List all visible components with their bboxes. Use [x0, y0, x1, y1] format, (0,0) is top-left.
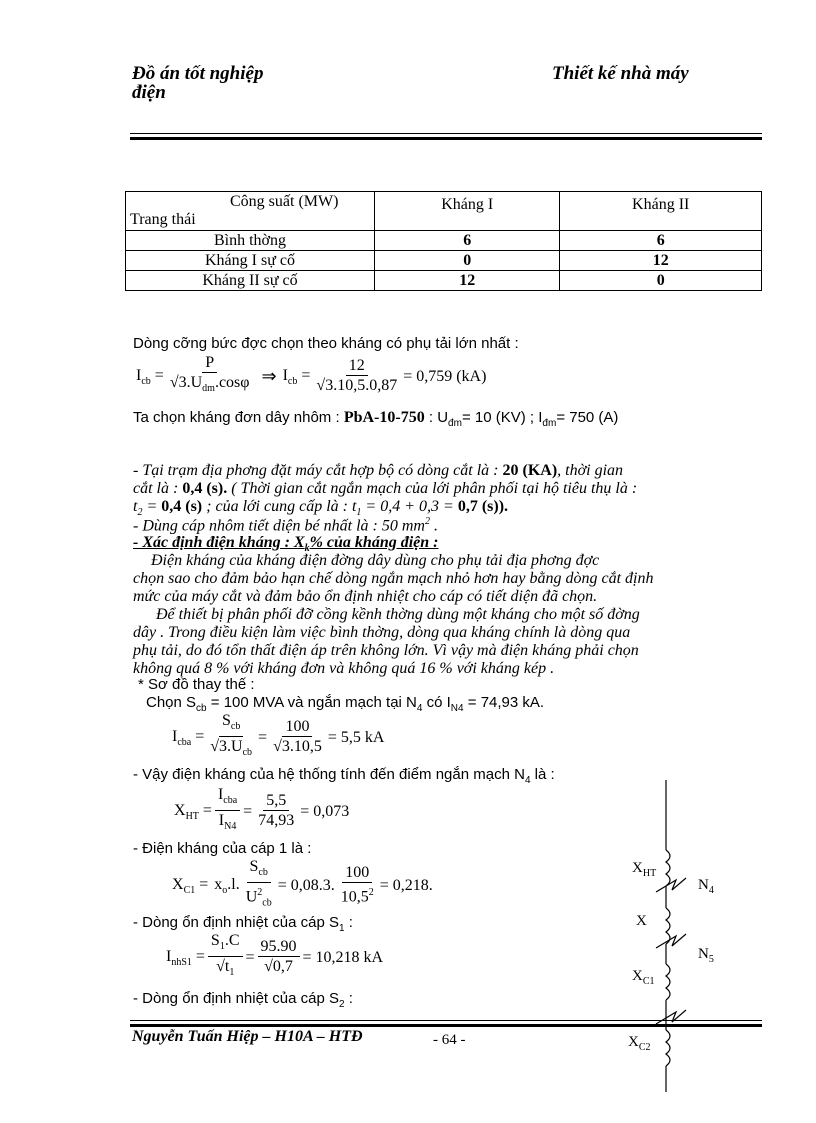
- corner-top-text: Công suất (MW): [230, 193, 339, 210]
- ht-line: - Vậy điện kháng của hệ thống tính đến điểm ngắn mạch $N_4$ là :: [133, 766, 555, 786]
- formula-xht: $X_{HT}$ = $\frac{I_{cba}}{I_{N4}}$ = $\frac{5,5}{74,93}$ = 0,073: [174, 786, 350, 833]
- formula-inhs1: $I_{nhS1}$ = $\frac{S_1.C}{√t_1}$ = $\frac{95.90}{√0,7}$ = 10,218 kA: [166, 932, 384, 979]
- c1-line: - Điện kháng của cáp 1 là :: [133, 840, 312, 857]
- body-line2: Ta chọn kháng đơn dây nhôm : PbA-10-750 : $U_{đm}= 10$ (KV) ; $I_{đm}= 750$ (A): [133, 409, 619, 429]
- fault-symbol: [656, 1010, 686, 1024]
- formula-icba: $I_{cba}$ = $\frac{S_{cb}}{√3.U_{cb}}$ = $\frac{100}{√3.10,5}$ = 5,5 kA: [172, 712, 385, 759]
- table-row: [126, 251, 762, 271]
- para2-line: Để thiết bị phân phối đỡ cồng kềnh thờng dùng một kháng cho một số đờng: [156, 606, 640, 623]
- para1-line: mức của máy cắt và đảm bảo ổn định nhiệt cho cáp có tiết diện đã chọn.: [133, 588, 598, 605]
- xht-coil: [666, 850, 670, 886]
- n4-fault-symbol: [656, 878, 686, 892]
- cell-value: 6: [560, 231, 762, 251]
- label-xht: $X_{HT}$: [632, 860, 657, 879]
- corner-bottom-text: Trang thái: [130, 211, 196, 228]
- label-xc1: $X_{C1}$: [632, 968, 655, 987]
- header-rule-thick: [130, 137, 762, 140]
- header-left: [132, 63, 263, 104]
- label-n4: $N_4$: [698, 877, 714, 896]
- header-rule-thin: [130, 133, 762, 134]
- label-n5: $N_5$: [698, 946, 714, 965]
- p1-line2: cắt là : 0,4 (s). ( Thời gian cắt ngắn mạch của lới phân phối tại hộ tiêu thụ là :: [133, 480, 638, 497]
- footer-rule-thick: [130, 1024, 762, 1027]
- body-line1: Dòng cỡng bức đợc chọn theo kháng có phụ tải lớn nhất :: [133, 335, 519, 352]
- n5-fault-symbol: [656, 934, 686, 948]
- row-label: Kháng I sự cố: [126, 251, 375, 271]
- cell-value: 0: [375, 251, 560, 271]
- row-label: Bình thờng: [126, 231, 375, 251]
- sodo-line: * Sơ đồ thay thế :: [138, 676, 255, 693]
- table-corner-cell: [126, 192, 375, 231]
- para2-line: không quá 8 % với kháng đơn và không quá 16 % với kháng kép .: [133, 660, 555, 677]
- equivalent-circuit-diagram: [600, 780, 760, 1100]
- para1-line: chọn sao cho đảm bảo hạn chế dòng ngắn mạch nhỏ hơn hay bằng dòng cắt định: [133, 570, 654, 587]
- p1-line3: $t_2 = 0,4$ (s) ; của lới cung cấp là : $t_1 = 0,4 + 0,3 = 0,7$ (s)).: [133, 498, 509, 519]
- s2-line: - Dòng ổn định nhiệt của cáp $S_2$ :: [133, 990, 353, 1010]
- xc2-coil: [666, 1030, 670, 1066]
- para1-line: Điện kháng của kháng điện đờng dây dùng cho phụ tải địa phơng đợc: [151, 552, 600, 569]
- para2-line: dây . Trong điều kiện làm việc bình thờng, dòng qua kháng chính là dòng qua: [133, 624, 631, 641]
- col1-header: Kháng I: [375, 192, 560, 231]
- label-xc2: $X_{C2}$: [628, 1034, 651, 1053]
- f1-lhs: $I_{cb}$ =: [136, 366, 164, 387]
- chon-line: Chọn $S_{cb} = 100$ MVA và ngắn mạch tại $N_4$ có $I_{N4} = 74,93$ kA.: [146, 694, 545, 714]
- xc1-coil: [666, 964, 670, 1000]
- formula-xc1: $X_{C1}$ = $x_o.l$. $\frac{S_{cb}}{U^2_{cb}}$ = 0,08.3. $\frac{100}{10,5^2}$ = 0,218.: [172, 858, 433, 909]
- formula-icb: [136, 354, 486, 399]
- cell-value: 12: [375, 271, 560, 291]
- section-heading: - Xác định điện kháng : $X_k\%$ của kháng điện :: [133, 534, 439, 555]
- header-left-line2: điện: [132, 82, 166, 103]
- label-x: X: [636, 913, 647, 929]
- p2-line: - Dùng cáp nhôm tiết diện bé nhất là : 50 $mm^2$ .: [133, 516, 438, 535]
- footer-rule-thin: [130, 1020, 762, 1021]
- table-header-row: [126, 192, 762, 231]
- f1-result: = 0,759 (kA): [403, 367, 487, 385]
- header-left-line1: Đồ án tốt nghiệp: [132, 63, 264, 84]
- col2-header: Kháng II: [560, 192, 762, 231]
- x-coil: [666, 908, 670, 944]
- cell-value: 6: [375, 231, 560, 251]
- table-row: [126, 231, 762, 251]
- load-table: [125, 191, 762, 291]
- header-right: Thiết kế nhà máy: [552, 63, 689, 84]
- row-label: Kháng II sự cố: [126, 271, 375, 291]
- table-row: [126, 271, 762, 291]
- p1-line1: - Tại trạm địa phơng đặt máy cắt hợp bộ có dòng cắt là : 20 (KA), thời gian: [133, 462, 624, 479]
- f1-fraction2: $\frac{12}{√3.10,5.0,87}$: [316, 357, 398, 395]
- cell-value: 0: [560, 271, 762, 291]
- para2-line: phụ tải, do đó tổn thất điện áp trên không lớn. Vì vậy mà điện kháng phải chọn: [133, 642, 639, 659]
- f1-arrow: ⇒: [261, 366, 277, 387]
- footer-author: Nguyễn Tuấn Hiệp – H10A – HTĐ: [132, 1028, 363, 1045]
- page-number: - 64 -: [433, 1032, 466, 1048]
- s1-line: - Dòng ổn định nhiệt của cáp $S_1$ :: [133, 914, 353, 934]
- cell-value: 12: [560, 251, 762, 271]
- f1-fraction: $\frac{P}{√3.U_{dm}.\cos\varphi}$: [169, 354, 250, 395]
- f1-lhs2: $I_{cb}$ =: [282, 366, 311, 387]
